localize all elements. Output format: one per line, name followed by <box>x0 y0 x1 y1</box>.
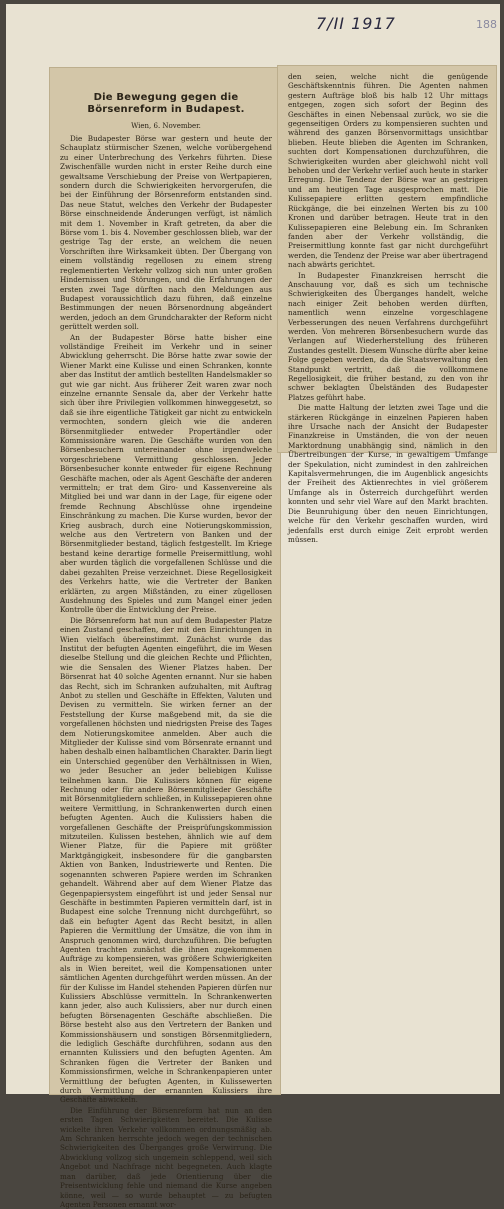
article-headline: Die Bewegung gegen die Börsenreform in Budapest. <box>87 92 245 115</box>
article-paragraph: An der Budapester Börse hatte bisher eine vollständige Freiheit im Verkehr und in seiner Abwicklung geherrscht. Die Börse hatte zwar sowie der Wiener Markt eine Kulisse und einen Schranken, konnte aber das Institut der amtlich bestellten Handelsmakler so gut wie gar nicht. Aus früherer Zeit waren zwar noch einzelne ernannte Sensale da, aber der Verkehr hatte sich über ihre Privilegien vollkommen hinweggesetzt, so daß sie ihre eigentliche Tätigkeit gar nicht zu entwickeln vermochten, sondern gleich wie die anderen Börsenmitglieder entweder Propertändler oder Kommissionäre waren. Die Geschäfte wurden von den Börsenbesuchern untereinander ohne irgendwelche vorgeschriebene Vermittlung geschlossen. Jeder Börsenbesucher konnte entweder für eigene Rechnung Geschäfte machen, oder als Agent Geschäfte der anderen vermitteln; er trat dem Giro- und Kassenvereine als Mitglied bei und war dann in der Lage, für eigene oder fremde Rechnung Abschlüsse ohne irgendeine Einschränkung zu machen. Die Kurse wurden, bevor der Krieg ausbrach, durch eine Notierungskommission, welche aus den Vertretern von Banken und der Börsenmitglieder bestand, täglich festgestellt. Im Kriege bestand keine derartige formelle Preisermittlung, wohl aber wurden täglich die vorgefallenen Schlüsse und die dabei gezahlten Preise verzeichnet. Diese Regellosigkeit des Verkehrs hatte, wie die Vertreter der Banken erklärten, zu argen Mißständen, zu einer zügellosen Ausdehnung des Spieles und zum Mangel einer jeden Kontrolle über die Entwicklung der Preise. <box>60 332 272 615</box>
article-paragraph: den seien, welche nicht die genügende Geschäftskenntnis führen. Die Agenten nahmen gestern Aufträge bloß bis halb 12 Uhr mittags entgegen, zogen sich sofort der Beginn des Geschäftes in einen Nebensaal zurück, wo sie die gegenseitigen Orders zu kompensieren suchten und während des ganzen Börsenvormittags unsichtbar blieben. Heute blieben die Agenten im Schranken, suchten dort Kompensationen durchzuführen, die Schwierigkeiten wurden aber gleichwohl nicht voll behoben und der Verkehr verlief auch heute in starker Erregung. Die Tendenz der Börse war an gestrigen und am heutigen Tage ausgesprochen matt. Die Kulissepapiere erlitten gestern empfindliche Rückgänge, die bei einzelnen Werten bis zu 100 Kronen und darüber betragen. Heute trat in den Kulissepapieren eine Belebung ein. Im Schranken fanden aber der Verkehr vollständig, die Preisermittlung konnte fast gar nicht durchgeführt werden, die Tendenz der Preise war aber übertragend nach abwärts gerichtet. <box>288 72 488 270</box>
right-column-text <box>288 72 488 544</box>
article-paragraph: Die Einführung der Börsenreform hat nun an den ersten Tagen Schwierigkeiten bereitet. Die Kulisse wickelte ihren Verkehr vollkommen ordnungsmäßig ab. Am Schranken herrschte jedoch wegen der technischen Schwierigkeiten des Überganges große Verwirrung. Die Abwicklung vollzog sich ungemein schleppend, weil sich Angebot und Nachfrage nicht begegneten. Auch klagte man darüber, daß jede Orientierung über die Preisentwicklung fehle und niemand die Kurse angeben könne, weil — so wurde behauptet — zu befugten Agenten Personen ernannt wor- <box>60 1105 272 1209</box>
newspaper-clipping-left-column <box>50 68 280 1209</box>
left-column-text <box>60 74 272 1209</box>
page-number: 188 <box>476 18 497 31</box>
article-paragraph: Die Börsenreform hat nun auf dem Budapester Platze einen Zustand geschaffen, der mit den Einrichtungen in Wien vielfach übereinstimmt. Zunächst wurde das Institut der befugten Agenten eingeführt, die im Wesen dieselbe Stellung und die gleichen Rechte und Pflichten, wie die Sensalen des Wiener Platzes haben. Der Börsenrat hat 40 solche Agenten ernannt. Nur sie haben das Recht, sich im Schranken aufzuhalten, mit Auftrag Anbot zu stellen und Geschäfte in Effekten, Valuten und Devisen zu vermitteln. Sie wirken ferner an der Feststellung der Kurse maßgebend mit, da sie die vorgefallenen höchsten und niedrigsten Preise des Tages dem Notierungskomitee anmelden. Aber auch die Mitglieder der Kulisse sind vom Börsenrate ernannt und haben deshalb einen halbamtlichen Charakter. Darin liegt ein Unterschied gegenüber den Verhältnissen in Wien, wo jeder Besucher an jeder beliebigen Kulisse teilnehmen kann. Die Kulissiers können für eigene Rechnung oder für andere Börsenmitglieder Geschäfte mit Börsenmitgliedern schließen, in Kulissepapieren ohne weitere Vermittlung, in Schrankenwerten durch einen befugten Agenten. Auch die Kulissiers haben die vorgefallenen Geschäfte der Preisprüfungskommission mitzuteilen. Kulissen bestehen, ähnlich wie auf dem Wiener Platze, für die Papiere mit größter Marktgängigkeit, insbesondere für die gangbarsten Aktien von Banken, Industriewerte und Renten. Die sogenannten schweren Papiere werden im Schranken gehandelt. Während aber auf dem Wiener Platze das Gegenpapiersystem eingeführt ist und jeder Sensal nur Geschäfte in bestimmten Papieren vermitteln darf, ist in Budapest eine solche Trennung nicht durchgeführt, so daß ein befugter Agent das Recht besitzt, in allen Papieren die Vermittlung der Umsätze, die von ihm in Anspruch genommen wird, durchzuführen. Die befugten Agenten trachten zunächst die ihnen zugekommenen Aufträge zu kompensieren, was größere Schwierigkeiten als in Wien bereitet, weil die Kompensationen unter sämtlichen Agenten durchgeführt werden müssen. An der für der Kulisse im Handel stehenden Papieren dürfen nur Kulissiers Abschlüsse vermitteln. In Schrankenwerten kann jeder, also auch Kulissiers, aber nur durch einen befugten Börsenagenten Geschäfte abschließen. Die Börse besteht also aus den Vertretern der Banken und Kommissionshäusern und sonstigen Börsenmitgliedern, die lediglich Geschäfte durchführen, sodann aus den ernannten Kulissiers und den befugten Agenten. Am Schranken fügen die Vertreter der Banken und Kommissionsfirmen, welche in Schrankenpapieren unter Vermittlung der befugten Agenten, in Kulissewerten durch Vermittlung der ernannten Kulissiers ihre Geschäfte abwickeln. <box>60 615 272 1105</box>
article-paragraph: In Budapester Finanzkreisen herrscht die Anschauung vor, daß es sich um technische Schwierigkeiten des Überganges handelt, welche nach einiger Zeit behoben werden dürften, namentlich wenn einzelne vorgeschlagene Verbesserungen des neuen Verfahrens durchgeführt werden. Von mehreren Börsenbesuchern wurde das Verlangen auf Wiederherstellung des früheren Zustandes gestellt. Diesem Wunsche dürfte aber keine Folge gegeben werden, da die Staatsverwaltung den Standpunkt vertritt, daß die vollkommene Regellosigkeit, die früher bestand, zu den von ihr schwer beklagten Übelständen des Budapester Platzes geführt habe. <box>288 270 488 402</box>
handwritten-date-note: 7/II 1917 <box>316 14 396 33</box>
article-dateline: Wien, 6. November. <box>131 122 201 130</box>
article-paragraph: Die matte Haltung der letzten zwei Tage und die stärkeren Rückgänge in einzelnen Papieren haben ihre Ursache nach der Ansicht der Budapester Finanzkreise in Umständen, die von der neuen Marktordnung unabhängig sind, nämlich in den Übertreibungen der Kurse, in gewaltigem Umfange der Spekulation, nicht zumindest in den zahlreichen Kapitalsvermehrungen, die im Augenblick angesichts der Freiheit des Aktienrechtes in viel größerem Umfange als in Österreich durchgeführt werden konnten und sehr viel Ware auf den Markt brachten. Die Beunruhigung über den neuen Einrichtungen, welche für den Verkehr geschaffen wurden, wird jedenfalls erst durch einige Zeit erprobt werden müssen. <box>288 403 488 544</box>
newspaper-clipping-right-column <box>278 66 496 544</box>
article-paragraph: Die Budapester Börse war gestern und heute der Schauplatz stürmischer Szenen, welche vorübergehend zu einer Unterbrechung des Verkehrs führten. Diese Zwischenfälle wurden nicht in erster Reihe durch eine gewaltsame Verschiebung der Preise von Wertpapieren, sondern durch die Schwierigkeiten hervorgerufen, die bei der Einführung der Börsenreform entstanden sind. Das neue Statut, welches den Verkehr der Budapester Börse einschneidende Änderungen verfügt, ist nämlich mit dem 1. November in Kraft getreten, da aber die Börse vom 1. bis 4. November geschlossen blieb, war der gestrige Tag der erste, an welchem die neuen Vorschriften ihre Wirksamkeit übten. Der Übergang von einem vollständig regellosen zu einem streng reglementierten Verkehr vollzog sich nun unter großen Hindernissen und Störungen, und die Erfahrungen der ersten zwei Tage dürften nach den Meldungen aus Budapest voraussichtlich dazu führen, daß einzelne Bestimmungen der neuen Börsenordnung abgeändert werden, jedoch an dem Grundcharakter der Reform nicht gerüttelt werden soll. <box>60 134 272 332</box>
scrapbook-page <box>6 4 500 1209</box>
